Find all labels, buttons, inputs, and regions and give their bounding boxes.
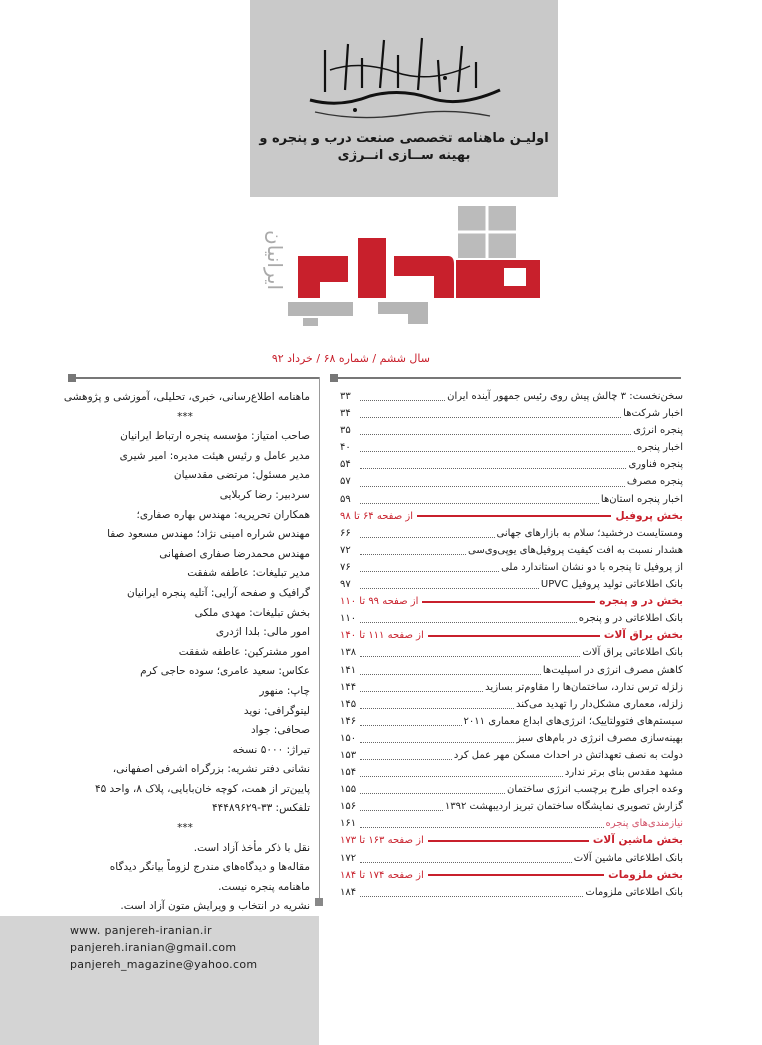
toc-leader-dots: [360, 614, 577, 623]
toc-entry-page: ۱۵۰: [340, 732, 357, 744]
toc-leader-dots: [360, 751, 452, 760]
toc-entry[interactable]: [340, 696, 683, 713]
toc-entry[interactable]: [340, 850, 683, 867]
toc-leader-dots: [360, 460, 626, 469]
toc-entry-page: ۷۶: [340, 561, 351, 573]
toc-entry-title: پنجره فناوری: [628, 459, 683, 471]
credit-line: مدیر عامل و رئیس هیئت مدیره: امیر شیری: [119, 449, 310, 462]
credit-separator: ***: [177, 410, 193, 423]
toc-entry[interactable]: [340, 764, 683, 781]
toc-entry-page: ۵۷: [340, 476, 351, 488]
toc-entry[interactable]: [340, 473, 683, 490]
section-name: بخش ملزومات: [608, 868, 683, 881]
toc-entry-title: بهینه‌سازی مصرف انرژی در بام‌های سبز: [516, 732, 683, 744]
toc-entry[interactable]: [340, 525, 683, 542]
credit-line: ماهنامه پنجره نیست.: [218, 880, 310, 893]
credit-line: مهندس شراره امینی نژاد؛ مهندس مسعود صفا: [107, 528, 310, 541]
toc-leader-dots: [360, 529, 495, 538]
credit-line: ماهنامه اطلاع‌رسانی، خبری، تحلیلی، آموزشی و پژوهشی: [63, 391, 310, 403]
toc-section-header: [340, 627, 683, 644]
toc-top-rule: [333, 377, 681, 379]
logo-subtitle: ایرانیان: [263, 230, 287, 291]
toc-entry-title: گزارش تصویری نمایشگاه ساختمان تبریز اردیبهشت ۱۳۹۲: [444, 801, 683, 813]
section-page-range: از صفحه ۱۱۱ تا ۱۴۰: [340, 630, 424, 642]
toc-entry-title: اخبار پنجره: [636, 442, 683, 454]
toc-entry-page: ۳۳: [340, 391, 351, 402]
logo-main-text: [408, 324, 409, 326]
toc-entry[interactable]: [340, 815, 683, 832]
toc-section-header: [340, 593, 683, 610]
toc-entry-title: از پروفیل تا پنجره با دو نشان استاندارد ملی: [501, 561, 683, 573]
toc-entry-title: سخن‌نخست: ۳ چالش پیش روی رئیس جمهور آینده ایران: [447, 391, 683, 402]
toc-entry-title: بانک اطلاعاتی در و پنجره: [578, 613, 683, 625]
section-page-range: از صفحه ۱۷۴ تا ۱۸۴: [340, 869, 424, 881]
toc-leader-dots: [360, 648, 580, 657]
toc-entry-title: بانک اطلاعاتی ماشین آلات: [573, 852, 683, 864]
credit-line: تیراژ: ۵۰۰۰ نسخه: [232, 743, 310, 756]
toc-entry[interactable]: [340, 439, 683, 456]
section-page-range: از صفحه ۱۶۳ تا ۱۷۳: [340, 835, 424, 847]
toc-entry[interactable]: [340, 713, 683, 730]
toc-entry[interactable]: [340, 798, 683, 815]
toc-entry-title: نیازمندی‌های پنجره: [605, 818, 683, 830]
toc-entry[interactable]: [340, 610, 683, 627]
toc-entry[interactable]: [340, 747, 683, 764]
toc-leader-dots: [360, 666, 541, 675]
toc-entry-title: هشدار نسبت به افت کیفیت پروفیل‌های یوپی‌وی‌سی: [468, 544, 683, 556]
toc-entry[interactable]: [340, 542, 683, 559]
toc-rule-marker: [330, 374, 338, 382]
toc-entry[interactable]: [340, 679, 683, 696]
toc-leader-dots: [360, 819, 603, 828]
email-gmail[interactable]: panjereh.iranian@gmail.com: [70, 941, 237, 954]
toc-entry-page: ۱۴۵: [340, 698, 357, 710]
credit-line: امور مالی: بلدا اژدری: [215, 626, 310, 639]
toc-leader-dots: [360, 426, 631, 435]
credit-line: بخش تبلیغات: مهدی ملکی: [194, 606, 310, 619]
email-yahoo[interactable]: panjereh_magazine@yahoo.com: [70, 958, 258, 971]
credit-line: نقل با ذکر مأخذ آزاد است.: [193, 841, 310, 854]
toc-leader-dots: [360, 478, 625, 487]
toc-leader-dots: [360, 785, 505, 794]
credit-line: چاپ: منهور: [259, 684, 310, 697]
toc-section-header: [340, 832, 683, 849]
credit-line: مهندس محمدرضا صفاری اصفهانی: [159, 547, 310, 560]
credit-line: مدیر مسئول: مرتضی مقدسیان: [173, 469, 310, 482]
section-rule: [428, 840, 589, 842]
toc-entry-title: سیستم‌های فتوولتاییک؛ انرژی‌های ابداع معماری ۲۰۱۱: [463, 715, 683, 727]
toc-entry[interactable]: [340, 422, 683, 439]
toc-section-header: [340, 508, 683, 525]
section-rule: [428, 635, 600, 637]
toc-entry-title: پنجره مصرف: [626, 476, 683, 488]
toc-entry[interactable]: [340, 405, 683, 422]
toc-section-header: [340, 867, 683, 884]
toc-entry-page: ۱۴۱: [340, 664, 357, 676]
toc-entry[interactable]: [340, 662, 683, 679]
toc-entry-title: زلزله، معماری مشکل‌دار را تهدید می‌کند: [515, 698, 683, 710]
magazine-tagline: [250, 130, 558, 164]
toc-leader-dots: [360, 443, 635, 452]
toc-entry[interactable]: [340, 559, 683, 576]
toc-entry[interactable]: [340, 730, 683, 747]
toc-entry-page: ۱۳۸: [340, 647, 357, 659]
credit-line: مقاله‌ها و دیدگاه‌های مندرج لزوماً بیانگر دیدگاه: [109, 861, 310, 874]
table-of-contents: [340, 388, 683, 901]
toc-leader-dots: [360, 888, 583, 897]
toc-entry-page: ۵۴: [340, 459, 351, 471]
toc-entry[interactable]: [340, 576, 683, 593]
toc-entry[interactable]: [340, 781, 683, 798]
toc-leader-dots: [360, 717, 461, 726]
toc-entry-page: ۳۴: [340, 408, 351, 420]
tagline-line1: اولیـن ماهنامه تخصصی صنعت درب و پنجره و: [259, 131, 549, 146]
section-name: بخش در و پنجره: [599, 595, 683, 608]
credit-line: همکاران تحریریه: مهندس بهاره صفاری؛: [136, 508, 310, 521]
credit-line: صحافی: جواد: [250, 724, 310, 737]
toc-leader-dots: [360, 854, 572, 863]
toc-leader-dots: [360, 683, 483, 692]
toc-entry-page: ۱۶۱: [340, 818, 357, 830]
toc-entry-page: ۵۹: [340, 493, 351, 505]
toc-leader-dots: [360, 392, 445, 401]
toc-entry-title: اخبار پنجره استان‌ها: [600, 493, 683, 505]
section-name: بخش ماشین آلات: [592, 834, 683, 847]
toc-entry-title: دولت به نصف تعهداتش در احداث مسکن مهر عمل کرد: [453, 749, 683, 761]
toc-leader-dots: [360, 546, 466, 555]
tagline-line2: بهینه ســازی انــرژی: [337, 148, 471, 163]
toc-entry-title: اخبار شرکت‌ها: [623, 408, 683, 420]
issue-info: سال ششم / شماره ۶۸ / خرداد ۹۲: [271, 352, 430, 365]
credit-separator: ***: [177, 822, 193, 835]
panjereh-iranian-logo: [258, 198, 558, 326]
toc-entry-page: ۶۶: [340, 527, 351, 539]
toc-leader-dots: [360, 409, 621, 418]
toc-entry-title: زلزله ترس ندارد، ساختمان‌ها را مقاوم‌تر بسازید: [485, 681, 683, 693]
toc-entry-page: ۱۷۲: [340, 852, 357, 864]
toc-entry-title: بانک اطلاعاتی ملزومات: [585, 886, 683, 898]
toc-entry[interactable]: [340, 491, 683, 508]
credit-line: پایین‌تر از همت، کوچه خان‌بابایی، پلاک ۸، واحد ۴۵: [94, 782, 310, 795]
credit-line: صاحب امتیاز: مؤسسه پنجره ارتباط ایرانیان: [120, 430, 310, 443]
toc-entry-title: مشهد مقدس بنای برتر ندارد: [564, 767, 683, 779]
toc-entry-page: ۱۵۳: [340, 749, 357, 761]
toc-leader-dots: [360, 802, 443, 811]
toc-leader-dots: [360, 768, 563, 777]
section-name: بخش پروفیل: [615, 509, 683, 522]
website-link[interactable]: www. panjereh-iranian.ir: [70, 924, 212, 937]
toc-entry-page: ۹۷: [340, 579, 351, 591]
toc-entry-page: ۱۵۶: [340, 801, 357, 813]
section-rule: [428, 874, 604, 876]
credit-line: لیتوگرافی: نوید: [243, 704, 310, 717]
toc-entry-page: ۱۸۴: [340, 886, 357, 898]
toc-leader-dots: [360, 700, 514, 709]
toc-entry-page: ۳۵: [340, 425, 351, 437]
basmala-text: [407, 123, 409, 125]
toc-entry-page: ۱۴۶: [340, 715, 357, 727]
toc-entry[interactable]: [340, 456, 683, 473]
toc-entry-title: بانک اطلاعاتی یراق آلات: [582, 647, 683, 659]
column-divider: [319, 377, 320, 902]
toc-entry-title: کاهش مصرف انرژی در اسپلیت‌ها: [542, 664, 683, 676]
section-page-range: از صفحه ۶۴ تا ۹۸: [340, 510, 414, 522]
toc-entry-page: ۴۰: [340, 442, 351, 454]
credit-line: سردبیر: رضا کربلایی: [219, 488, 310, 501]
credit-line: امور مشترکین: عاطفه شفقت: [178, 645, 310, 658]
toc-leader-dots: [360, 734, 514, 743]
left-rule-marker: [68, 374, 76, 382]
section-rule: [417, 515, 611, 517]
column-divider-marker: [315, 898, 323, 906]
toc-entry-title: پنجره انرژی: [633, 425, 683, 437]
credit-line: تلفکس: ۳۳-۴۴۴۸۹۶۲۹: [212, 802, 310, 815]
toc-entry-page: ۷۲: [340, 544, 351, 556]
masthead-credits: [60, 388, 310, 917]
toc-entry-page: ۱۵۴: [340, 767, 357, 779]
section-page-range: از صفحه ۹۹ تا ۱۱۰: [340, 596, 419, 608]
credit-line: گرافیک و صفحه آرایی: آتلیه پنجره ایرانیان: [127, 586, 310, 599]
section-name: بخش یراق آلات: [603, 629, 683, 642]
toc-entry[interactable]: [340, 884, 683, 901]
toc-entry-title: وعده اجرای طرح برچسب انرژی ساختمان: [507, 784, 683, 796]
toc-entry-page: ۱۵۵: [340, 784, 357, 796]
toc-entry-title: ومستایست درخشید؛ سلام به بازارهای جهانی: [496, 527, 683, 539]
toc-entry-page: ۱۱۰: [340, 613, 357, 625]
credit-line: نشانی دفتر نشریه: بزرگراه اشرفی اصفهانی،: [112, 763, 310, 776]
left-rule: [68, 377, 320, 379]
credit-line: نشریه در انتخاب و ویرایش متون آزاد است.: [120, 900, 310, 913]
toc-entry-page: ۱۴۴: [340, 681, 357, 693]
section-rule: [422, 601, 595, 603]
toc-entry-title: بانک اطلاعاتی تولید پروفیل UPVC: [540, 579, 683, 591]
toc-leader-dots: [360, 580, 539, 589]
credit-line: عکاس: سعید عامری؛ سوده حاجی کرم: [140, 665, 310, 678]
toc-leader-dots: [360, 563, 499, 572]
toc-entry[interactable]: [340, 388, 683, 405]
credit-line: مدیر تبلیغات: عاطفه شفقت: [187, 567, 310, 580]
toc-entry[interactable]: [340, 644, 683, 661]
toc-leader-dots: [360, 495, 599, 504]
basmala-calligraphy: [300, 30, 515, 125]
